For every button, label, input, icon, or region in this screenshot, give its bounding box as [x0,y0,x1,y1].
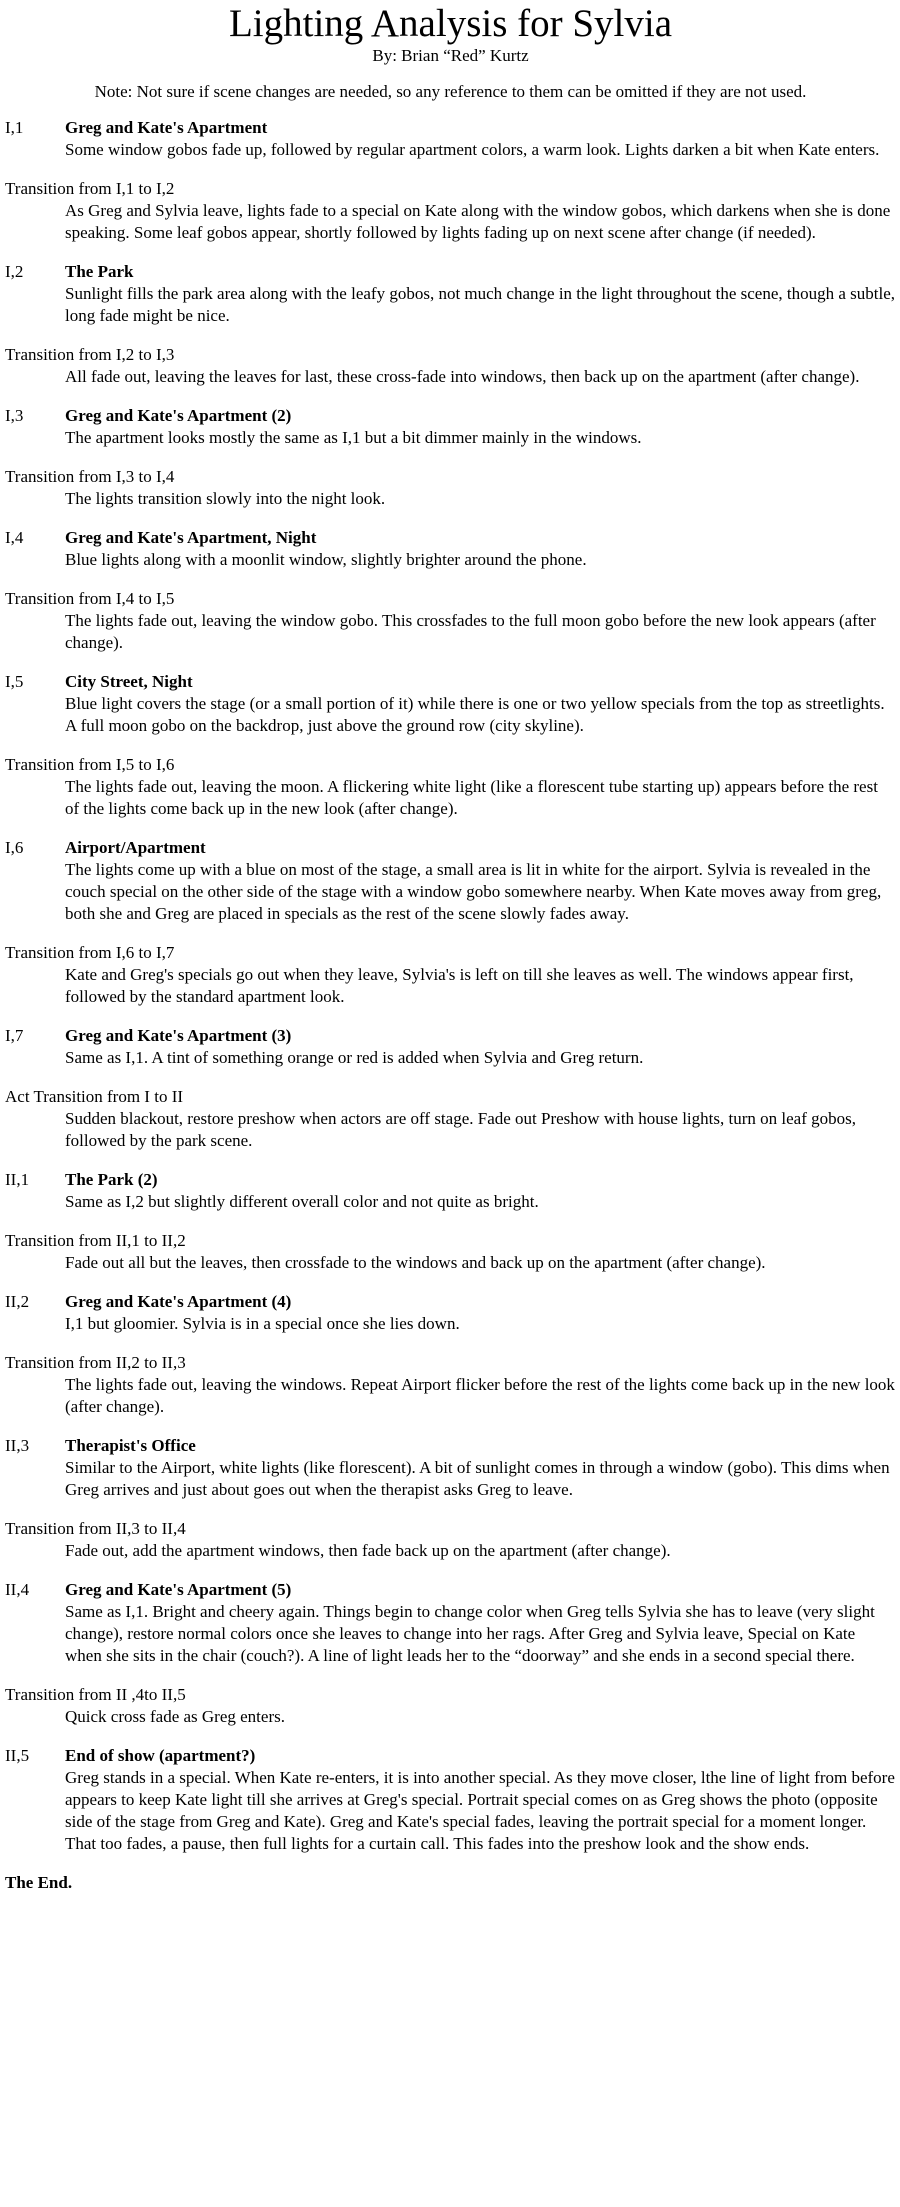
transition-entry [5,942,896,1008]
scene-entry [5,1291,896,1335]
transition-entry [5,344,896,388]
scene-entry [5,527,896,571]
scene-entry [5,837,896,925]
entry-description: Greg stands in a special. When Kate re-enters, it is into another special. As they move closer, lthe line of light from before appears to keep Kate light till she arrives at Greg's special. Portrait special comes on as Greg shows the photo (opposite side of the stage from Greg and Kate). Greg and Kate's special fades, leaving the portrait special for a moment longer. That too fades, a pause, then full lights for a curtain call. This fades into the preshow look and the show ends. [65,1768,895,1853]
entry-heading [5,178,896,200]
entry-description: Sunlight fills the park area along with the leafy gobos, not much change in the light throughout the scene, though a subtle, long fade might be nice. [65,284,895,325]
document-title: Lighting Analysis for Sylvia [228,2,673,45]
scene-code: II,2 [5,1292,30,1311]
entry-description: Fade out, add the apartment windows, then fade back up on the apartment (after change). [65,1541,671,1560]
scene-entry [5,1745,896,1855]
scene-entry [5,261,896,327]
transition-entry [5,1352,896,1418]
scene-title: Therapist's Office [65,1436,196,1455]
entry-heading [5,117,896,139]
entry-heading [5,1025,896,1047]
scene-code: I,7 [5,1026,24,1045]
entry-description: The apartment looks mostly the same as I,1 but a bit dimmer mainly in the windows. [65,428,642,447]
entry-heading [5,942,896,964]
entry-description: Fade out all but the leaves, then crossfade to the windows and back up on the apartment (after change). [65,1253,766,1272]
entry-heading [5,671,896,693]
transition-label: Transition from II,2 to II,3 [5,1353,186,1372]
entry-heading [5,405,896,427]
entry-heading [5,1291,896,1313]
transition-label: Act Transition from I to II [5,1087,184,1106]
entry-description: The lights fade out, leaving the moon. A flickering white light (like a florescent tube starting up) appears before the rest of the lights come back up in the new look (after change). [65,777,878,818]
entry-description: Same as I,1. Bright and cheery again. Things begin to change color when Greg tells Sylvia she has to leave (very slight change), restore normal colors once she leaves to change into her rags. After Greg and Sylvia leave, Special on Kate when she sits in the chair (couch?). A line of light leads her to the “doorway” and she ends in a second special there. [65,1602,875,1665]
transition-label: Transition from I,1 to I,2 [5,179,175,198]
entry-description: The lights fade out, leaving the windows. Repeat Airport flicker before the rest of the lights come back up in the new look (after change). [65,1375,895,1416]
transition-entry [5,754,896,820]
entry-description: Blue light covers the stage (or a small portion of it) while there is one or two yellow specials from the top as streetlights. A full moon gobo on the backdrop, just above the ground row (city skyline). [65,694,885,735]
scene-code: II,4 [5,1580,30,1599]
scene-entry [5,671,896,737]
entry-description: Quick cross fade as Greg enters. [65,1707,285,1726]
entry-heading [5,1745,896,1767]
entry-heading [5,837,896,859]
entry-description: The lights come up with a blue on most of the stage, a small area is lit in white for the airport. Sylvia is revealed in the couch special on the other side of the stage with a window gobo somewhere nearby. When Kate moves away from greg, both she and Greg are placed in specials as the rest of the scene slowly fades away. [65,860,882,923]
entry-description: The lights fade out, leaving the window gobo. This crossfades to the full moon gobo before the new look appears (after change). [65,611,876,652]
entry-heading [5,344,896,366]
transition-entry [5,588,896,654]
scene-code: I,6 [5,838,24,857]
entry-heading [5,1086,896,1108]
entry-description: Some window gobos fade up, followed by regular apartment colors, a warm look. Lights darken a bit when Kate enters. [65,140,880,159]
the-end: The End. [5,1873,73,1892]
scene-entry [5,405,896,449]
entry-heading [5,1169,896,1191]
scene-title: Greg and Kate's Apartment (2) [65,406,292,425]
entry-description: As Greg and Sylvia leave, lights fade to a special on Kate along with the window gobos, which darkens when she is done speaking. Some leaf gobos appear, shortly followed by lights fading up on next scene after change (if needed). [65,201,891,242]
scene-title: Greg and Kate's Apartment (4) [65,1292,292,1311]
entry-heading [5,261,896,283]
entry-heading [5,588,896,610]
transition-label: Transition from I,4 to I,5 [5,589,175,608]
entry-description: Similar to the Airport, white lights (like florescent). A bit of sunlight comes in through a window (gobo). This dims when Greg arrives and just about goes out when the therapist asks Greg to leave. [65,1458,890,1499]
scene-title: City Street, Night [65,672,193,691]
scene-title: Greg and Kate's Apartment (3) [65,1026,292,1045]
entry-description: Same as I,1. A tint of something orange or red is added when Sylvia and Greg return. [65,1048,644,1067]
transition-entry [5,178,896,244]
scene-title: End of show (apartment?) [65,1746,256,1765]
entry-heading [5,466,896,488]
scene-title: The Park (2) [65,1170,158,1189]
entry-heading [5,527,896,549]
entry-heading [5,1579,896,1601]
scene-entry [5,1435,896,1501]
transition-label: Transition from I,3 to I,4 [5,467,175,486]
transition-entry [5,1684,896,1728]
scene-title: The Park [65,262,134,281]
transition-label: Transition from II ,4to II,5 [5,1685,186,1704]
scene-code: II,3 [5,1436,30,1455]
scene-title: Greg and Kate's Apartment (5) [65,1580,292,1599]
entry-heading [5,754,896,776]
scene-code: I,1 [5,118,24,137]
entry-description: Blue lights along with a moonlit window, slightly brighter around the phone. [65,550,587,569]
transition-label: Transition from I,5 to I,6 [5,755,175,774]
entry-heading [5,1230,896,1252]
entry-heading [5,1435,896,1457]
transition-label: Transition from I,6 to I,7 [5,943,175,962]
transition-entry [5,466,896,510]
document-byline: By: Brian “Red” Kurtz [372,46,529,65]
scene-entry [5,1579,896,1667]
scene-code: I,4 [5,528,24,547]
transition-entry [5,1086,896,1152]
scene-entry [5,1025,896,1069]
entry-heading [5,1684,896,1706]
entry-description: All fade out, leaving the leaves for last, these cross-fade into windows, then back up on the apartment (after change). [65,367,860,386]
entries-list [5,117,896,1855]
transition-label: Transition from II,1 to II,2 [5,1231,186,1250]
entry-description: I,1 but gloomier. Sylvia is in a special once she lies down. [65,1314,460,1333]
transition-label: Transition from II,3 to II,4 [5,1519,186,1538]
scene-code: II,1 [5,1170,30,1189]
transition-entry [5,1230,896,1274]
scene-entry [5,1169,896,1213]
entry-heading [5,1352,896,1374]
scene-code: I,2 [5,262,24,281]
entry-heading [5,1518,896,1540]
scene-entry [5,117,896,161]
entry-description: Sudden blackout, restore preshow when actors are off stage. Fade out Preshow with house lights, turn on leaf gobos, followed by the park scene. [65,1109,856,1150]
entry-description: Same as I,2 but slightly different overall color and not quite as bright. [65,1192,539,1211]
entry-description: Kate and Greg's specials go out when they leave, Sylvia's is left on till she leaves as well. The windows appear first, followed by the standard apartment look. [65,965,854,1006]
scene-code: I,3 [5,406,24,425]
scene-code: II,5 [5,1746,30,1765]
scene-title: Airport/Apartment [65,838,206,857]
scene-code: I,5 [5,672,24,691]
entry-description: The lights transition slowly into the night look. [65,489,386,508]
scene-title: Greg and Kate's Apartment [65,118,268,137]
scene-title: Greg and Kate's Apartment, Night [65,528,317,547]
document-note: Note: Not sure if scene changes are needed, so any reference to them can be omitted if they are not used. [94,82,807,101]
transition-label: Transition from I,2 to I,3 [5,345,175,364]
transition-entry [5,1518,896,1562]
